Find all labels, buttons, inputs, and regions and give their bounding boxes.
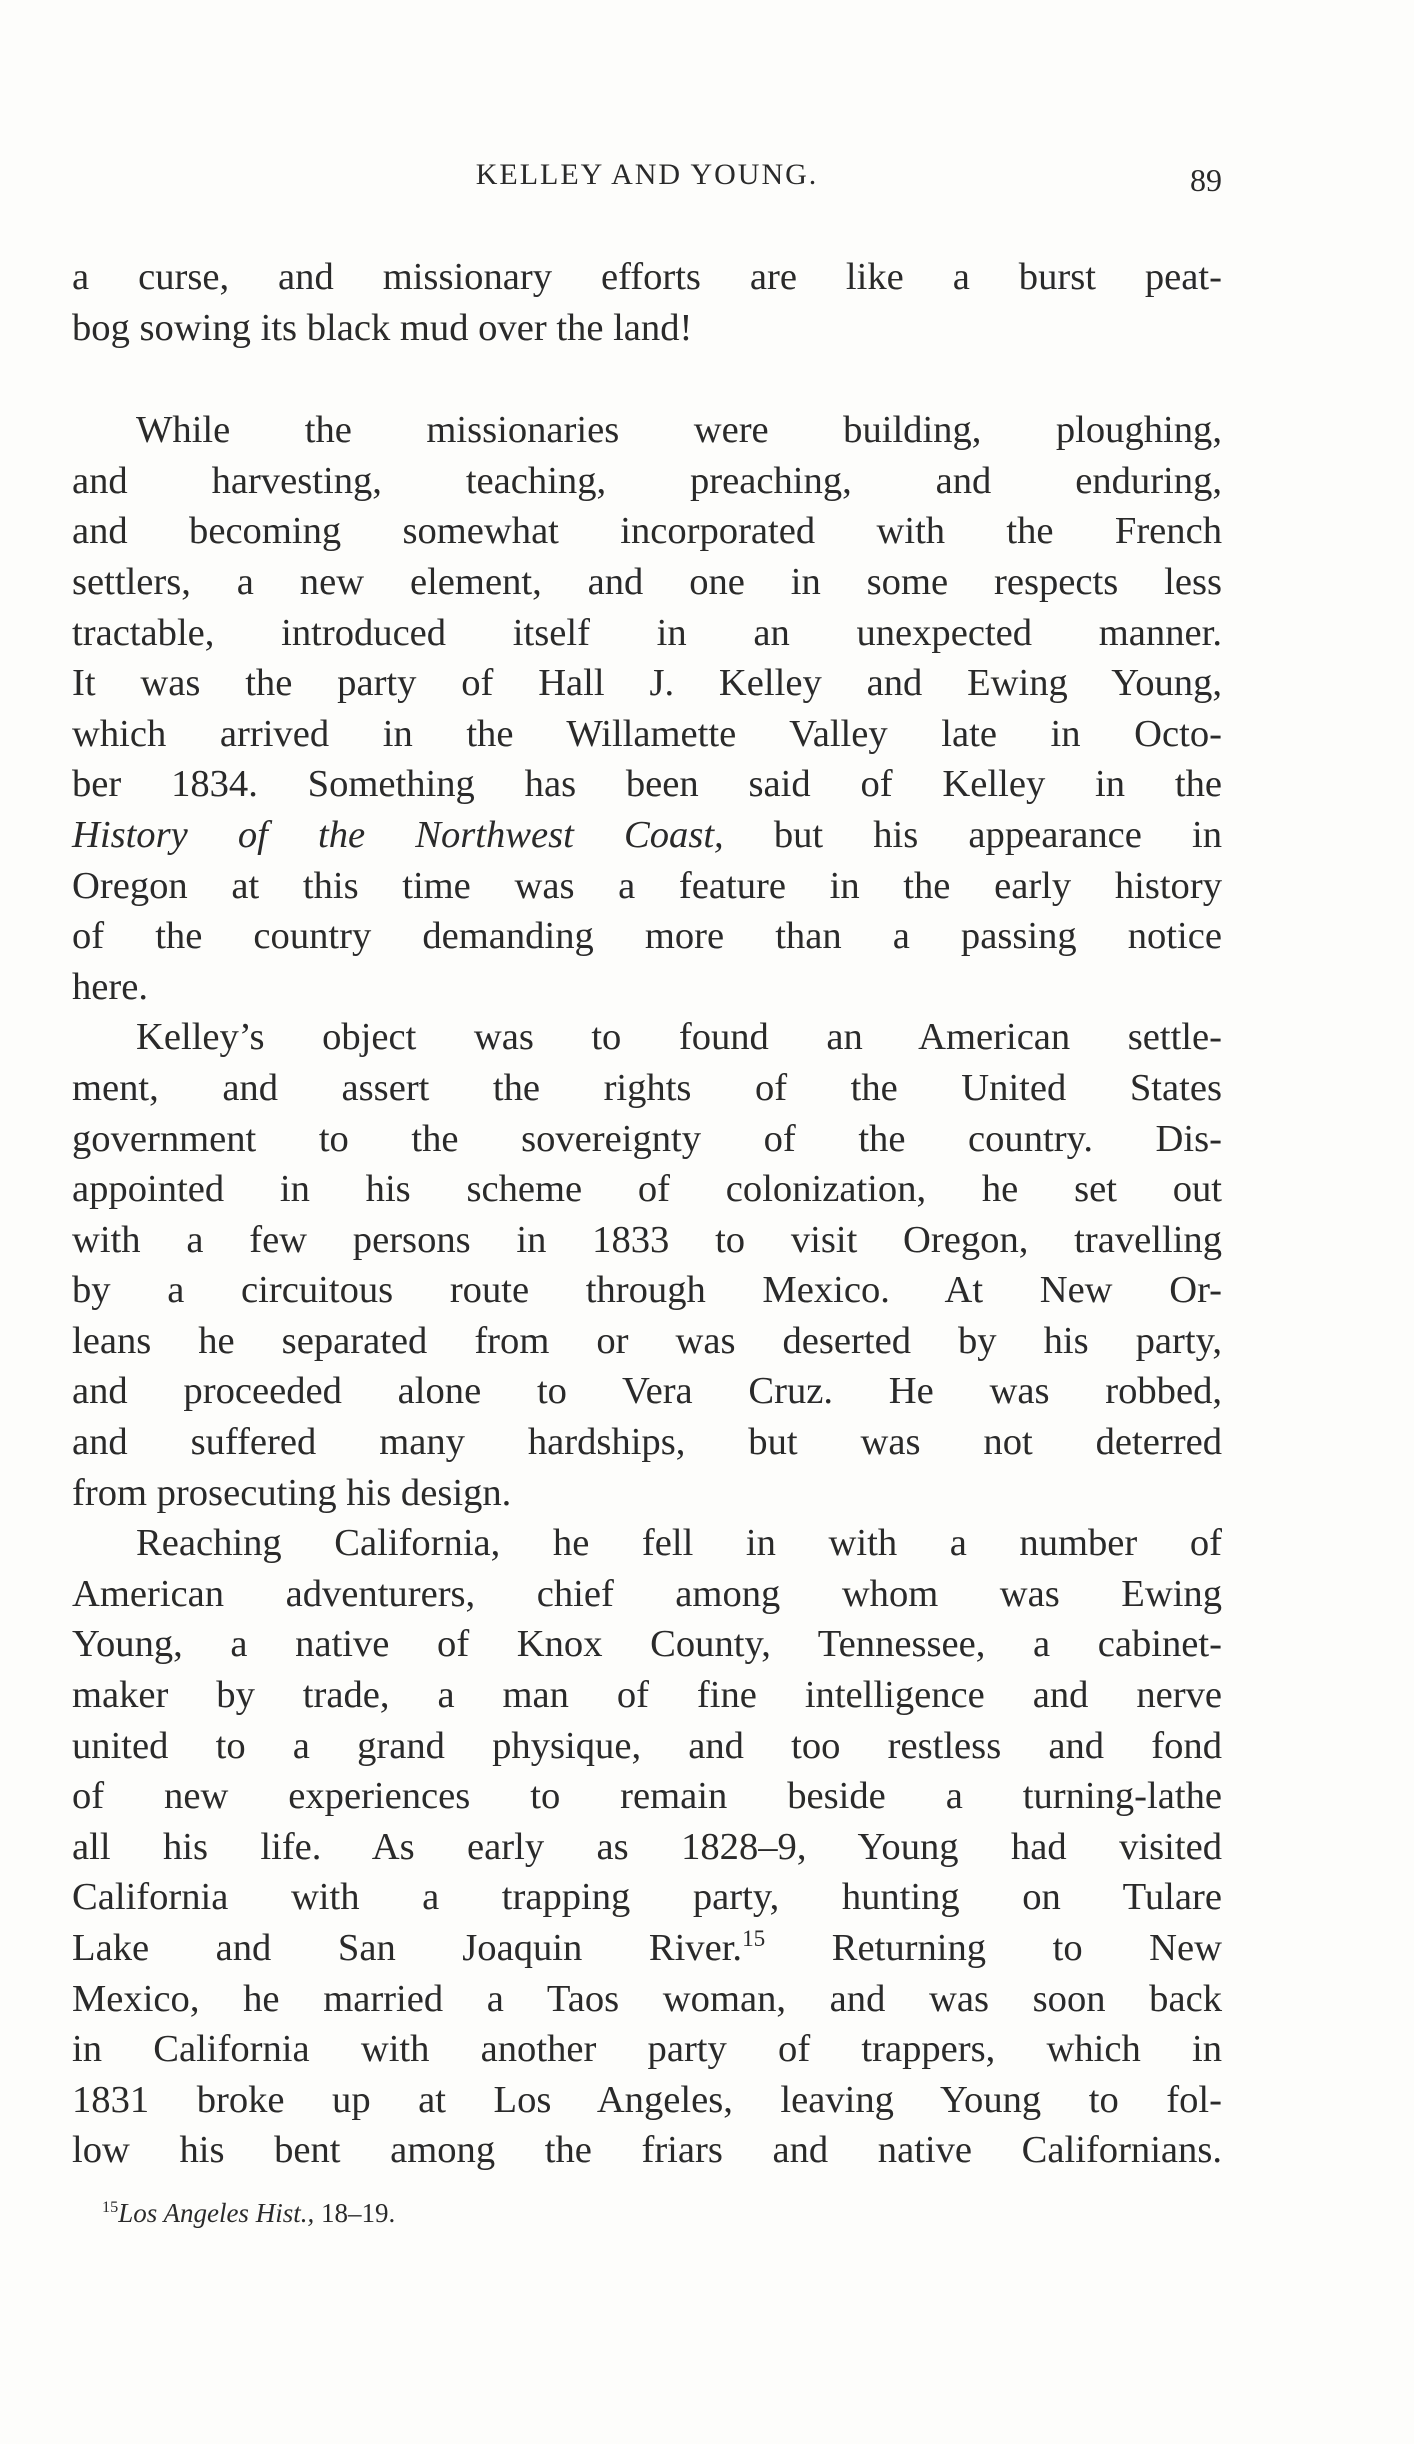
text-line: by a circuitous route through Mexico. At New Or- [72,1269,1222,1312]
footnote-pages: 18–19. [314,2198,396,2228]
text-line: Oregon at this time was a feature in the early history [72,864,1222,907]
text-line: of new experiences to remain beside a turning-lathe [72,1775,1222,1818]
text-line: Kelley’s object was to found an American settle- [136,1016,1222,1059]
text-line: settlers, a new element, and one in some respects less [72,560,1222,603]
text-line: from prosecuting his design. [72,1471,512,1514]
text-line: and harvesting, teaching, preaching, and enduring, [72,459,1222,502]
footnote-source: Los Angeles Hist., [118,2198,315,2228]
text-fragment: Returning to New [765,1927,1223,1969]
text-fragment: but his appearance in [723,813,1222,856]
text-line: a curse, and missionary efforts are like a burst peat- [72,256,1222,298]
text-line: appointed in his scheme of colonization, he set out [72,1168,1222,1211]
text-line: which arrived in the Willamette Valley late in Octo- [72,712,1222,755]
footnote-marker: 15 [102,2198,119,2216]
text-line: and suffered many hardships, but was not deterred [72,1421,1222,1464]
text-line: government to the sovereignty of the country. Dis- [72,1117,1222,1160]
running-title: KELLEY AND YOUNG. [475,158,819,191]
text-line: California with a trapping party, hunting on Tulare [72,1876,1222,1919]
text-line [72,1923,1222,1974]
text-line: in California with another party of trappers, which in [72,2028,1222,2071]
text-line: Mexico, he married a Taos woman, and was soon back [72,1977,1222,2020]
body-text [72,252,1222,2176]
text-fragment: Lake and San Joaquin River. [72,1927,743,1969]
text-line: 1831 broke up at Los Angeles, leaving Young to fol- [72,2078,1222,2121]
text-line: all his life. As early as 1828–9, Young had visited [72,1825,1222,1868]
text-line: ber 1834. Something has been said of Kelley in the [72,763,1222,806]
text-line: leans he separated from or was deserted by his party, [72,1319,1222,1362]
running-head [72,158,1222,198]
text-line: American adventurers, chief among whom was Ewing [72,1572,1222,1615]
text-line: of the country demanding more than a passing notice [72,915,1222,958]
text-line: with a few persons in 1833 to visit Oregon, travelling [72,1218,1222,1261]
footnote-reference: 15 [742,1926,766,1953]
paragraph-gap [72,353,1222,405]
text-line: ment, and assert the rights of the United States [72,1066,1222,1109]
text-line: Reaching California, he fell in with a number of [136,1522,1222,1565]
text-line: maker by trade, a man of fine intelligence and nerve [72,1674,1222,1717]
text-line [72,810,1222,861]
footnote [102,2196,395,2230]
text-line: While the missionaries were building, ploughing, [136,409,1222,452]
text-line: tractable, introduced itself in an unexpected manner. [72,611,1222,654]
text-line: united to a grand physique, and too restless and fond [72,1724,1222,1767]
text-line: here. [72,965,149,1008]
text-line: low his bent among the friars and native Californians. [72,2129,1222,2172]
text-line: and proceeded alone to Vera Cruz. He was robbed, [72,1370,1222,1413]
text-line: and becoming somewhat incorporated with the French [72,510,1222,553]
text-line: Young, a native of Knox County, Tennessee, a cabinet- [72,1623,1222,1666]
text-line: It was the party of Hall J. Kelley and Ewing Young, [72,662,1222,705]
book-title-italic: History of the Northwest Coast, [72,813,724,856]
text-line: bog sowing its black mud over the land! [72,306,693,349]
page-number: 89 [1190,162,1222,198]
